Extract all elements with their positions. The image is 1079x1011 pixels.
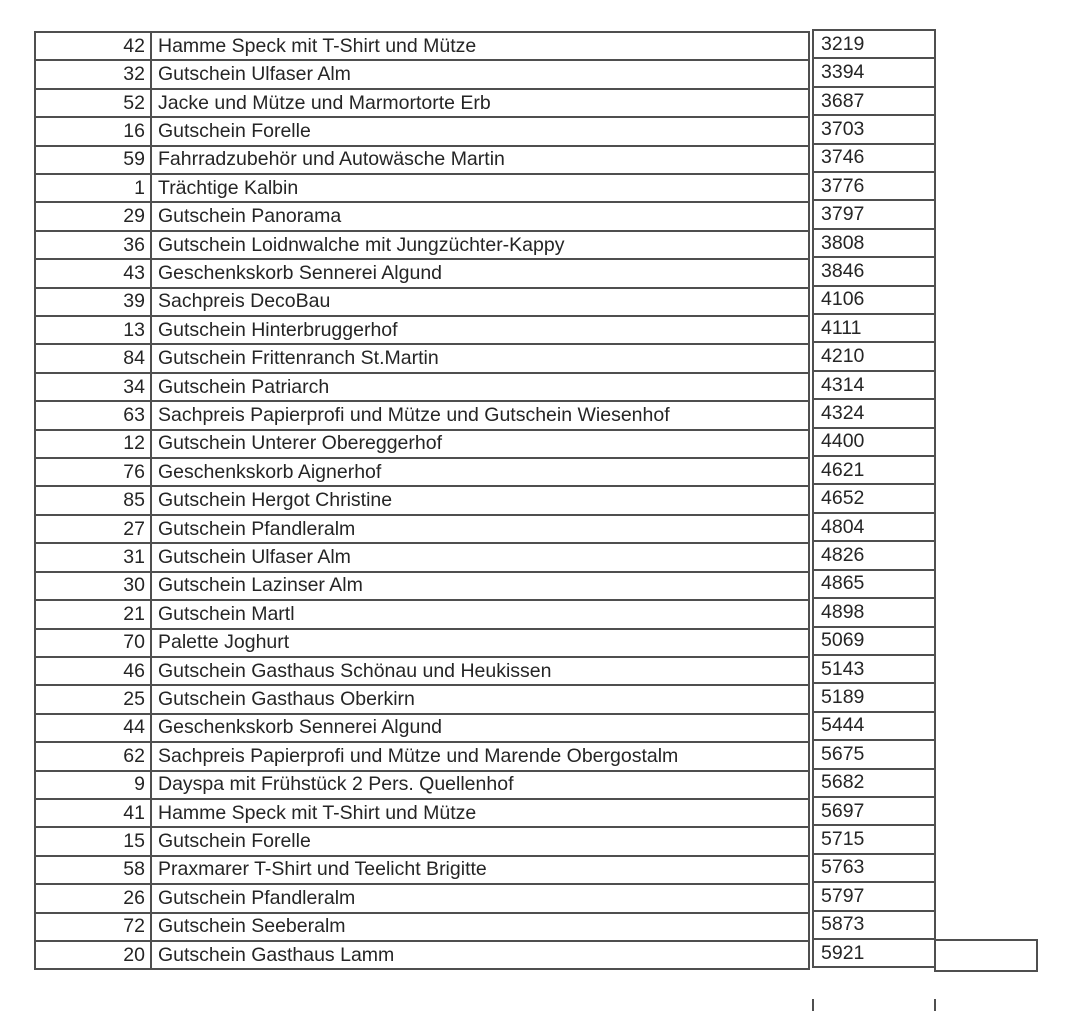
prize-description-cell: Gutschein Gasthaus Schönau und Heukissen [158, 659, 552, 682]
prize-number-cell: 36 [36, 232, 152, 258]
table-row [34, 514, 810, 544]
prize-description-cell: Geschenkskorb Sennerei Algund [158, 716, 443, 739]
value-cell: 4210 [812, 341, 936, 371]
prize-description-cell: Gutschein Patriarch [158, 375, 330, 398]
prize-number-cell: 63 [36, 402, 152, 428]
prize-description-cell: Sachpreis DecoBau [158, 290, 331, 313]
prize-number-cell: 26 [36, 885, 152, 911]
next-row-border-left [812, 999, 814, 1011]
table-row [34, 542, 810, 572]
prize-number-cell: 43 [36, 260, 152, 286]
table-row [34, 457, 810, 487]
prize-description-cell: Fahrradzubehör und Autowäsche Martin [158, 148, 505, 171]
prize-description-cell: Gutschein Panorama [158, 205, 342, 228]
table-row [34, 201, 810, 231]
prize-number-cell: 70 [36, 630, 152, 656]
prize-description-cell: Gutschein Ulfaser Alm [158, 546, 351, 568]
table-row [34, 485, 810, 515]
value-cell: 5921 [812, 938, 936, 968]
table-row [34, 770, 810, 800]
value-cell: 4314 [812, 370, 936, 400]
value-cell: 5715 [812, 824, 936, 854]
prize-description-cell: Gutschein Unterer Obereggerhof [158, 432, 442, 455]
prize-number-cell: 9 [36, 772, 152, 798]
value-cell: 3797 [812, 199, 936, 229]
prize-description-cell: Gutschein Martl [158, 602, 295, 625]
prize-description-cell: Trächtige Kalbin [158, 176, 299, 199]
value-cell: 5675 [812, 739, 936, 769]
prize-description-cell: Sachpreis Papierprofi und Mütze und Gutschein Wiesenhof [158, 403, 670, 426]
prize-number-cell: 30 [36, 573, 152, 599]
prize-description-cell: Sachpreis Papierprofi und Mütze und Marende Obergostalm [158, 744, 679, 767]
value-cell: 4804 [812, 512, 936, 542]
prize-description-cell: Gutschein Hinterbruggerhof [158, 318, 398, 341]
table-row [34, 798, 810, 828]
prize-number-cell: 34 [36, 374, 152, 400]
table-row [34, 883, 810, 913]
table-row [34, 173, 810, 203]
value-cell: 3846 [812, 256, 936, 286]
prize-number-cell: 84 [36, 345, 152, 371]
value-cell: 5444 [812, 711, 936, 741]
value-cell: 4621 [812, 455, 936, 485]
value-cell: 3776 [812, 171, 936, 201]
prize-description-cell: Gutschein Frittenranch St.Martin [158, 347, 439, 370]
table-row [34, 59, 810, 89]
prize-table [34, 33, 810, 970]
value-cell: 4652 [812, 483, 936, 513]
empty-extra-cell [934, 939, 1038, 972]
table-row [34, 571, 810, 601]
value-cell: 4106 [812, 285, 936, 315]
prize-description-cell: Gutschein Forelle [158, 119, 311, 142]
prize-description-cell: Hamme Speck mit T-Shirt und Mütze [158, 801, 477, 824]
table-row [34, 287, 810, 317]
table-row [34, 912, 810, 942]
table-row [34, 855, 810, 885]
prize-number-cell: 72 [36, 914, 152, 940]
value-cell: 3746 [812, 143, 936, 173]
prize-description-cell: Gutschein Pfandleralm [158, 517, 356, 540]
table-row [34, 230, 810, 260]
table-row [34, 599, 810, 629]
value-cell: 4898 [812, 597, 936, 627]
prize-number-cell: 20 [36, 942, 152, 968]
prize-number-cell: 76 [36, 459, 152, 485]
value-column [812, 31, 936, 968]
prize-description-cell: Gutschein Hergot Christine [158, 489, 393, 512]
value-cell: 5143 [812, 654, 936, 684]
prize-number-cell: 31 [36, 544, 152, 570]
table-row [34, 372, 810, 402]
prize-number-cell: 62 [36, 743, 152, 769]
value-cell: 4111 [812, 313, 936, 343]
prize-description-cell: Gutschein Loidnwalche mit Jungzüchter-Kappy [158, 233, 565, 256]
prize-description-cell: Gutschein Gasthaus Lamm [158, 943, 395, 966]
prize-description-cell: Hamme Speck mit T-Shirt und Mütze [158, 34, 477, 57]
table-row [34, 429, 810, 459]
prize-number-cell: 46 [36, 658, 152, 684]
prize-description-cell: Gutschein Lazinser Alm [158, 574, 363, 597]
table-row [34, 940, 810, 970]
prize-description-cell: Gutschein Pfandleralm [158, 886, 356, 909]
prize-number-cell: 21 [36, 601, 152, 627]
value-cell: 5873 [812, 910, 936, 940]
prize-number-cell: 12 [36, 431, 152, 457]
prize-number-cell: 16 [36, 118, 152, 144]
value-cell: 3687 [812, 86, 936, 116]
prize-number-cell: 59 [36, 147, 152, 173]
table-row [34, 684, 810, 714]
prize-number-cell: 39 [36, 289, 152, 315]
prize-number-cell: 32 [36, 61, 152, 87]
value-cell: 5069 [812, 626, 936, 656]
prize-description-cell: Geschenkskorb Sennerei Algund [158, 261, 443, 284]
table-row [34, 258, 810, 288]
prize-description-cell: Gutschein Gasthaus Oberkirn [158, 688, 415, 711]
prize-description-cell: Gutschein Seeberalm [158, 915, 346, 938]
prize-number-cell: 44 [36, 715, 152, 741]
table-row [34, 628, 810, 658]
prize-number-cell: 29 [36, 203, 152, 229]
value-cell: 5189 [812, 682, 936, 712]
prize-description-cell: Gutschein Ulfaser Alm [158, 63, 351, 86]
value-cell: 5763 [812, 853, 936, 883]
value-cell: 3219 [812, 29, 936, 59]
prize-description-cell: Praxmarer T-Shirt und Teelicht Brigitte [158, 858, 487, 881]
prize-number-cell: 13 [36, 317, 152, 343]
prize-number-cell: 27 [36, 516, 152, 542]
prize-number-cell: 41 [36, 800, 152, 826]
value-cell: 4324 [812, 398, 936, 428]
value-cell: 5697 [812, 796, 936, 826]
table-row [34, 400, 810, 430]
value-cell: 5682 [812, 768, 936, 798]
prize-description-cell: Dayspa mit Frühstück 2 Pers. Quellenhof [158, 773, 514, 796]
value-cell: 4865 [812, 569, 936, 599]
prize-number-cell: 25 [36, 686, 152, 712]
value-cell: 4826 [812, 540, 936, 570]
prize-number-cell: 52 [36, 90, 152, 116]
table-row [34, 343, 810, 373]
table-row [34, 31, 810, 61]
value-cell: 3703 [812, 114, 936, 144]
prize-number-cell: 85 [36, 487, 152, 513]
prize-number-cell: 1 [36, 175, 152, 201]
value-cell: 5797 [812, 881, 936, 911]
value-cell: 3394 [812, 57, 936, 87]
table-row [34, 88, 810, 118]
prize-description-cell: Palette Joghurt [158, 631, 290, 654]
value-cell: 3808 [812, 228, 936, 258]
prize-description-cell: Jacke und Mütze und Marmortorte Erb [158, 91, 491, 114]
table-row [34, 656, 810, 686]
value-cell: 4400 [812, 427, 936, 457]
prize-number-cell: 42 [36, 33, 152, 59]
prize-number-cell: 15 [36, 828, 152, 854]
table-row [34, 713, 810, 743]
prize-description-cell: Gutschein Forelle [158, 830, 311, 853]
table-row [34, 741, 810, 771]
table-row [34, 145, 810, 175]
next-row-border-right [934, 999, 936, 1011]
table-row [34, 826, 810, 856]
table-row [34, 116, 810, 146]
prize-number-cell: 58 [36, 857, 152, 883]
prize-description-cell: Geschenkskorb Aignerhof [158, 460, 382, 483]
table-row [34, 315, 810, 345]
